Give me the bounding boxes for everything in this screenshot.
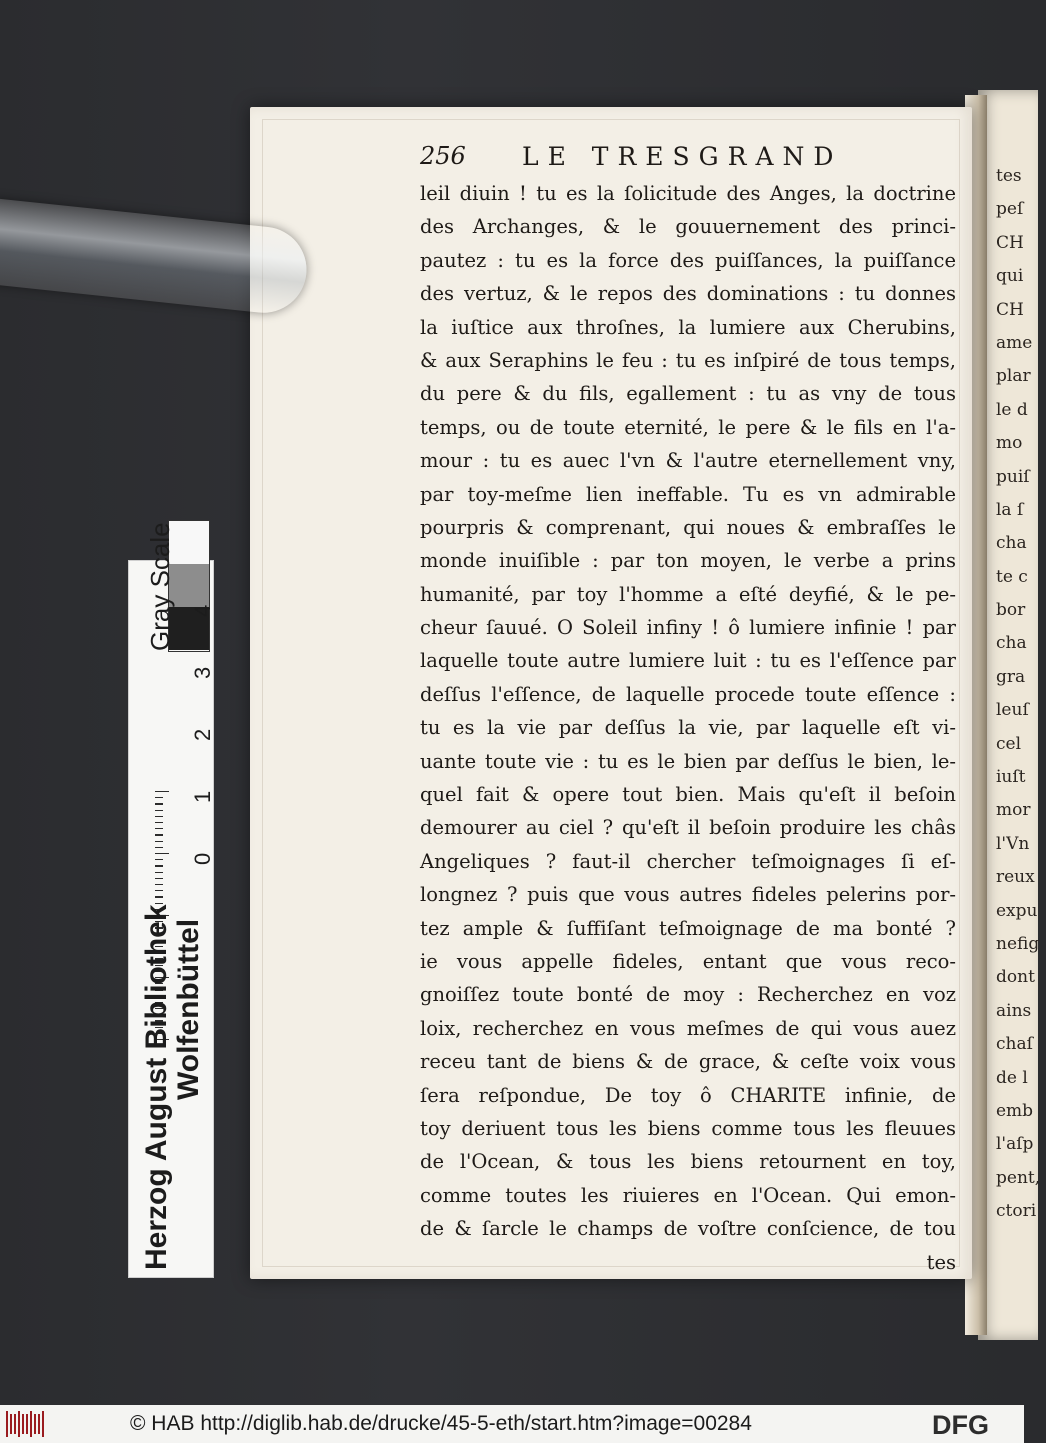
ruler-number: 4 [190, 604, 215, 617]
ruler-tick [155, 865, 163, 866]
hab-logo-bar [30, 1411, 32, 1437]
text-line: tez ample & ſuffiſant teſmoignage de ma bonté ? [420, 916, 956, 940]
ruler-tick [155, 822, 163, 823]
facing-page-fragment: pent, [996, 1167, 1041, 1188]
text-line: de l'Ocean, & tous les biens retournent en toy, [420, 1150, 956, 1174]
facing-page-fragment: chaſ [996, 1034, 1033, 1055]
ruler-tick [155, 884, 163, 885]
facing-page-fragment: ctori [996, 1201, 1037, 1222]
facing-page-fragment: cel [996, 733, 1022, 754]
facing-page-fragment: ame [996, 332, 1033, 353]
facing-page-fragment: l'aſp [996, 1134, 1034, 1155]
text-line: temps, ou de toute eternité, le pere & le fils en l'a- [420, 415, 956, 439]
ruler-tick [155, 896, 163, 897]
hab-logo-bar [42, 1411, 44, 1437]
text-line: ſera reſpondue, De toy ô CHARITE infinie, de [420, 1083, 956, 1107]
folio-number: 256 [420, 142, 466, 170]
dfg-logo-icon [930, 1410, 1014, 1438]
text-line: receu tant de biens & de grace, & ceſte voix vous [420, 1050, 956, 1074]
text-line: de & ſarcle le champs de voſtre conſcience, de tou [420, 1217, 956, 1241]
text-line: ie vous appelle fideles, entant que vous reco- [420, 949, 956, 973]
facing-page-fragment: CH [996, 232, 1024, 253]
facing-page-fragment: dont [996, 967, 1035, 988]
facing-page-fragment: le d [996, 399, 1028, 420]
ruler-number: 3 [190, 666, 215, 679]
facing-page-fragment: bor [996, 600, 1026, 621]
institution-name: Herzog August Bibliothek [140, 904, 173, 1270]
hab-logo-bar [18, 1411, 20, 1437]
facing-page-fragment: nefig [996, 933, 1040, 954]
text-line: loix, recherchez en vous meſmes de qui vous auez [420, 1016, 956, 1040]
hab-logo-bar [26, 1414, 28, 1434]
running-title: LE TRESGRAND [522, 142, 843, 171]
facing-page-fragment: de l [996, 1067, 1028, 1088]
text-line: longnez ? puis que vous autres fideles pelerins por- [420, 883, 956, 907]
text-line: & aux Seraphins le feu : tu es inſpiré de tous temps, [420, 348, 956, 372]
facing-page-fragment: l'Vn [996, 833, 1030, 854]
text-line: leil diuin ! tu es la ſolicitude des Anges, la doctrine [420, 182, 956, 205]
facing-page-fragment: tes [996, 166, 1022, 186]
hab-logo-bar [6, 1411, 8, 1437]
text-line: mour : tu es auec l'vn & l'autre eternellement vny, [420, 449, 956, 473]
facing-page-fragment: iuſt [996, 767, 1026, 788]
text-line: laquelle toute autre lumiere luit : tu es l'eſſence par [420, 649, 956, 673]
text-line: des Archanges, & le gouuernement des princi- [420, 215, 956, 239]
facing-page-fragment: emb [996, 1100, 1034, 1121]
ruler-tick [155, 859, 163, 860]
text-line: monde inuiſible : par ton moyen, le verbe a prins [420, 549, 956, 573]
hab-logo-bar [10, 1414, 12, 1434]
ruler-tick [155, 828, 163, 829]
hab-logo-bar [14, 1414, 16, 1434]
ruler-number: 2 [190, 728, 215, 741]
facing-page-text [996, 160, 1046, 1229]
facing-page-fragment: la ſ [996, 499, 1024, 520]
ruler-tick [155, 841, 163, 842]
facing-page-fragment: mor [996, 800, 1031, 821]
facing-page-fragment: plar [996, 366, 1031, 387]
text-line: des vertuz, & le repos des dominations : tu donnes [420, 282, 956, 306]
text-line: pautez : tu es la force des puiſſances, la puiſſance [420, 248, 956, 272]
facing-page-fragment: gra [996, 666, 1026, 687]
text-line: tu es la vie par deſſus la vie, par laquelle eſt vi- [420, 716, 956, 740]
facing-page-fragment: cha [996, 633, 1027, 654]
text-line: cheur ſauué. O Soleil infiny ! ô lumiere infinie ! par [420, 616, 956, 640]
text-line: demourer au ciel ? qu'eſt il beſoin produire les châs [420, 816, 956, 840]
facing-page-fragment: CH [996, 299, 1024, 320]
ruler-number: 0 [190, 852, 215, 865]
ruler-tick [155, 853, 169, 854]
hab-logo-bar [38, 1414, 40, 1434]
facing-page-fragment: te c [996, 566, 1028, 587]
hab-logo-bar [22, 1414, 24, 1434]
facing-page-fragment: leuſ [996, 700, 1029, 721]
facing-page [978, 90, 1041, 1340]
ruler-tick [155, 816, 163, 817]
dfg-logo-text: DFG [932, 1410, 989, 1440]
facing-page-fragment: expu [996, 900, 1038, 921]
source-credit-link[interactable]: © HAB http://diglib.hab.de/drucke/45-5-eth/start.htm?image=00284 [130, 1412, 752, 1435]
body-text [420, 177, 956, 1279]
ruler-tick [155, 890, 163, 891]
text-line: gnoiſſez toute bonté de moy : Recherchez en voz [420, 983, 956, 1007]
text-line: humanité, par toy l'homme a eſté deyfié, & le pe- [420, 582, 956, 606]
text-line: du pere & du fils, egallement : tu as vny de tous [420, 382, 956, 406]
text-line: la iuſtice aux throſnes, la lumiere aux Cherubins, [420, 315, 956, 339]
facing-page-fragment: cha [996, 533, 1027, 554]
running-head [420, 142, 880, 176]
text-line: par toy-meſme lien ineffable. Tu es vn admirable [420, 482, 956, 506]
ruler-tick [155, 847, 163, 848]
ruler-tick [155, 791, 169, 792]
facing-page-fragment: ains [996, 1000, 1032, 1021]
hab-logo-bar [34, 1414, 36, 1434]
institution-city: Wolfenbüttel [172, 918, 205, 1100]
facing-page-fragment: mo [996, 433, 1023, 454]
facing-page-fragment: peſ [996, 199, 1024, 220]
text-line: comme toutes les riuieres en l'Ocean. Qui emon- [420, 1183, 956, 1207]
text-line: uante toute vie : tu es le bien par deſſus le bien, le- [420, 749, 956, 773]
text-line: toy deriuent tous les biens comme tous les fleuues [420, 1116, 956, 1140]
facing-page-fragment: reux [996, 867, 1035, 888]
footer-bar [0, 1405, 1024, 1443]
ruler-tick [155, 797, 163, 798]
facing-page-fragment: puiſ [996, 466, 1030, 487]
text-line: Angeliques ? faut-il chercher teſmoignages ſi eſ- [420, 849, 956, 873]
facing-page-fragment: qui [996, 266, 1024, 287]
ruler-tick [155, 810, 163, 811]
hab-logo-icon [6, 1411, 48, 1437]
text-line: deſſus l'eſſence, de laquelle procede toute eſſence : [420, 682, 956, 706]
text-line: quel fait & opere tout bien. Mais qu'eſt il beſoin [420, 783, 956, 807]
ruler-tick [155, 834, 163, 835]
gray-scale-label: Gray Scale [145, 522, 175, 651]
ruler-tick [155, 803, 163, 804]
catchword: tes [926, 1250, 956, 1274]
ruler-number: 1 [190, 790, 215, 803]
text-line: pourpris & comprenant, qui noues & embraſſes le [420, 515, 956, 539]
ruler-tick [155, 872, 163, 873]
ruler-tick [155, 878, 163, 879]
